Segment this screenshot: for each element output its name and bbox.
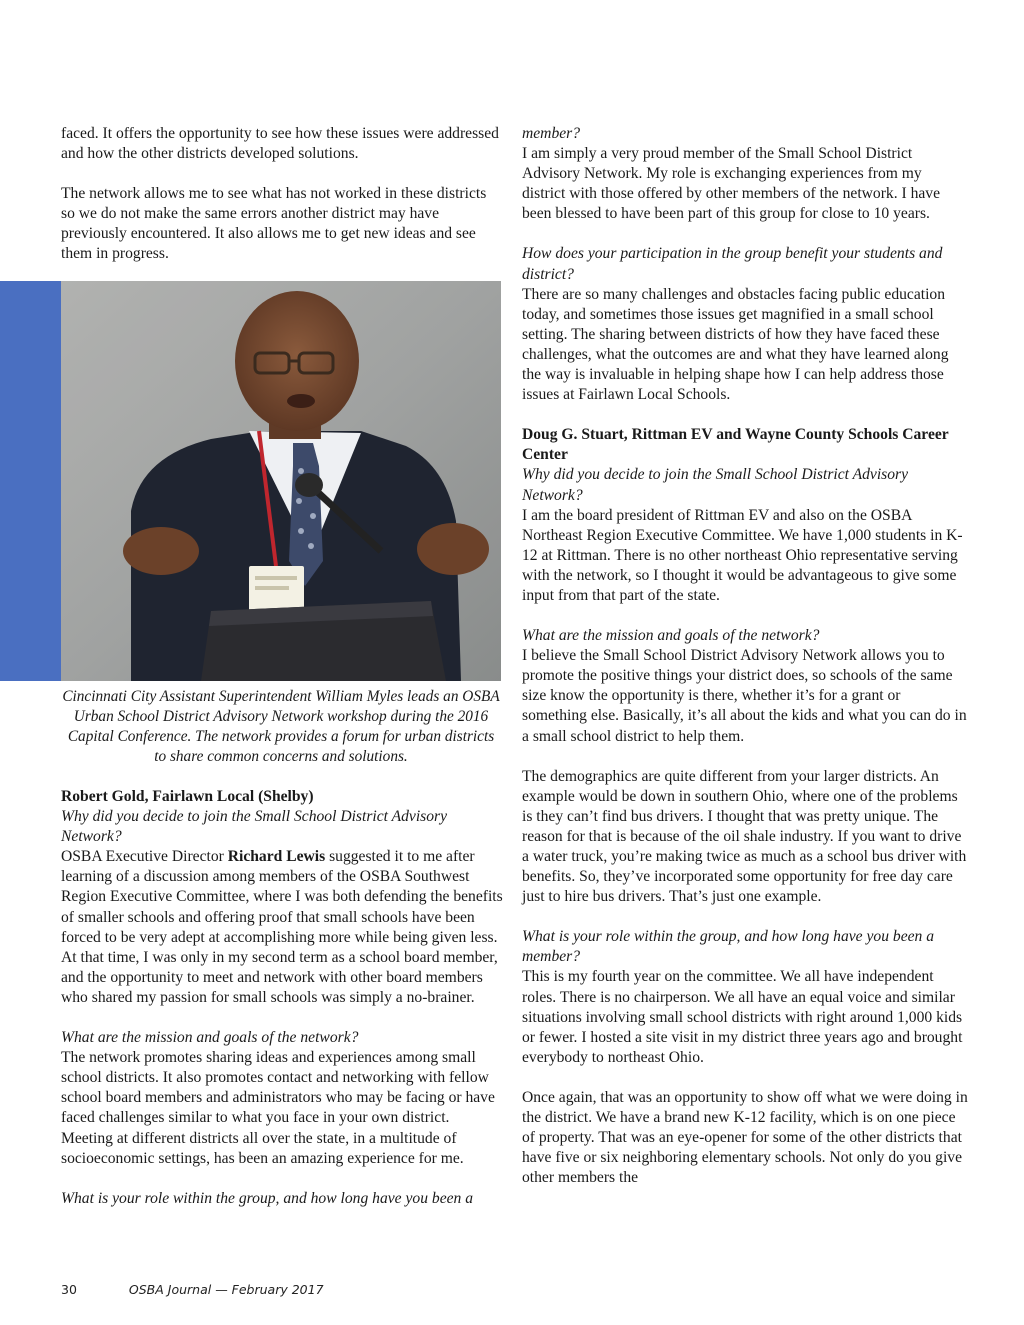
answer: I believe the Small School District Advisory Network allows you to promote the positive things your district does, so schools of the same size know the opportunity is there, whether it’s for a grant or something else. Basically, it’s all about the kids and what you can do in a small school district to help them. [522, 647, 967, 745]
question: How does your participation in the group benefit your students and district? [522, 245, 943, 283]
highlighted-name: Richard Lewis [227, 848, 326, 866]
question: What are the mission and goals of the network? [61, 1029, 359, 1047]
question: Why did you decide to join the Small School District Advisory Network? [522, 466, 909, 504]
question: What is your role within the group, and how long have you been a member? [522, 928, 935, 966]
question: What are the mission and goals of the network? [522, 627, 820, 645]
page-footer [61, 1282, 324, 1297]
question: What is your role within the group, and how long have you been a [61, 1189, 474, 1207]
photo-caption: Cincinnati City Assistant Superintendent William Myles leads an OSBA Urban School District Advisory Network workshop during the 2016 Capital Conference. The network provides a forum for urban districts to share common concerns and solutions. [62, 688, 500, 765]
paragraph: faced. It offers the opportunity to see how these issues were addressed and how the other districts developed solutions. [61, 125, 499, 163]
question-continued: member? [522, 125, 581, 142]
interviewee-name: Doug G. Stuart, Rittman EV and Wayne County Schools Career Center [522, 426, 949, 464]
accent-bar [0, 281, 61, 681]
answer: This is my fourth year on the committee. We all have independent roles. There is no chairperson. We all have an equal voice and similar situations involving small school districts with right around 1,000 kids or fewer. I hosted a site visit in my district three years ago and brought everybody to northeast Ohio. [522, 968, 963, 1066]
page-number: 30 [61, 1282, 77, 1297]
answer: OSBA Executive Director Richard Lewis suggested it to me after learning of a discussion among members of the OSBA Southwest Region Executive Committee, where I was both defending the benefits of smaller schools and offering proof that small schools have been forced to be very adept at accomplishing more while being given less. At that time, I was only in my second term as a school board member, and the opportunity to meet and network with other board members who shared my passion for small schools was simply a no-brainer. [61, 848, 503, 1006]
answer: There are so many challenges and obstacles facing public education today, and sometimes those issues get magnified in a small school setting. The sharing between districts of how they have faced these challenges, what the outcomes are and what they have learned along the way is invaluable in helping shape how I can help address those issues at Fairlawn Local Schools. [522, 285, 949, 404]
answer: The network promotes sharing ideas and experiences among small school districts. It also promotes contact and networking with fellow school board members and administrators who may be facing or have faced challenges similar to what you face in your own district. Meeting at different districts all over the state, in a multitude of socioeconomic settings, has been an amazing experience for me. [61, 1049, 495, 1167]
answer: Once again, that was an opportunity to show off what we were doing in the district. We have a brand new K-12 facility, which is on one piece of property. That was an eye-opener for some of the other districts that have five or six neighboring elementary schools. Not only do you give other members the [522, 1088, 968, 1187]
speaker-photo [61, 281, 501, 681]
paragraph: The network allows me to see what has not worked in these districts so we do not make the same errors another district may have previously encountered. It also allows me to get new ideas and see them in progress. [61, 185, 487, 263]
right-column [522, 124, 968, 1188]
interviewee-name: Robert Gold, Fairlawn Local (Shelby) [61, 788, 314, 805]
journal-issue: OSBA Journal — February 2017 [128, 1282, 324, 1297]
question: Why did you decide to join the Small School District Advisory Network? [61, 808, 448, 846]
answer: I am simply a very proud member of the Small School District Advisory Network. My role is exchanging experiences from my district with those offered by other members of the network. I have been blessed to have been part of this group for close to 10 years. [522, 145, 941, 223]
answer: The demographics are quite different from your larger districts. An example would be down in southern Ohio, where one of the problems is they can’t find bus drivers. I thought that was pretty unique. The reason for that is because of the oil shale industry. If you want to drive a water truck, you’re making twice as much as a school bus driver with benefits. So, they’ve incorporated some opportunity for free day care just to hire bus drivers. That’s just one example. [522, 767, 967, 906]
left-column [61, 124, 503, 265]
left-column-lower [61, 787, 503, 1209]
answer: I am the board president of Rittman EV and also on the OSBA Northeast Region Executive Committee. We have 1,000 students in K-12 at Rittman. There is no other northeast Ohio representative serving with the network, so I thought it would be advantageous to give some input from that part of the state. [522, 506, 963, 604]
